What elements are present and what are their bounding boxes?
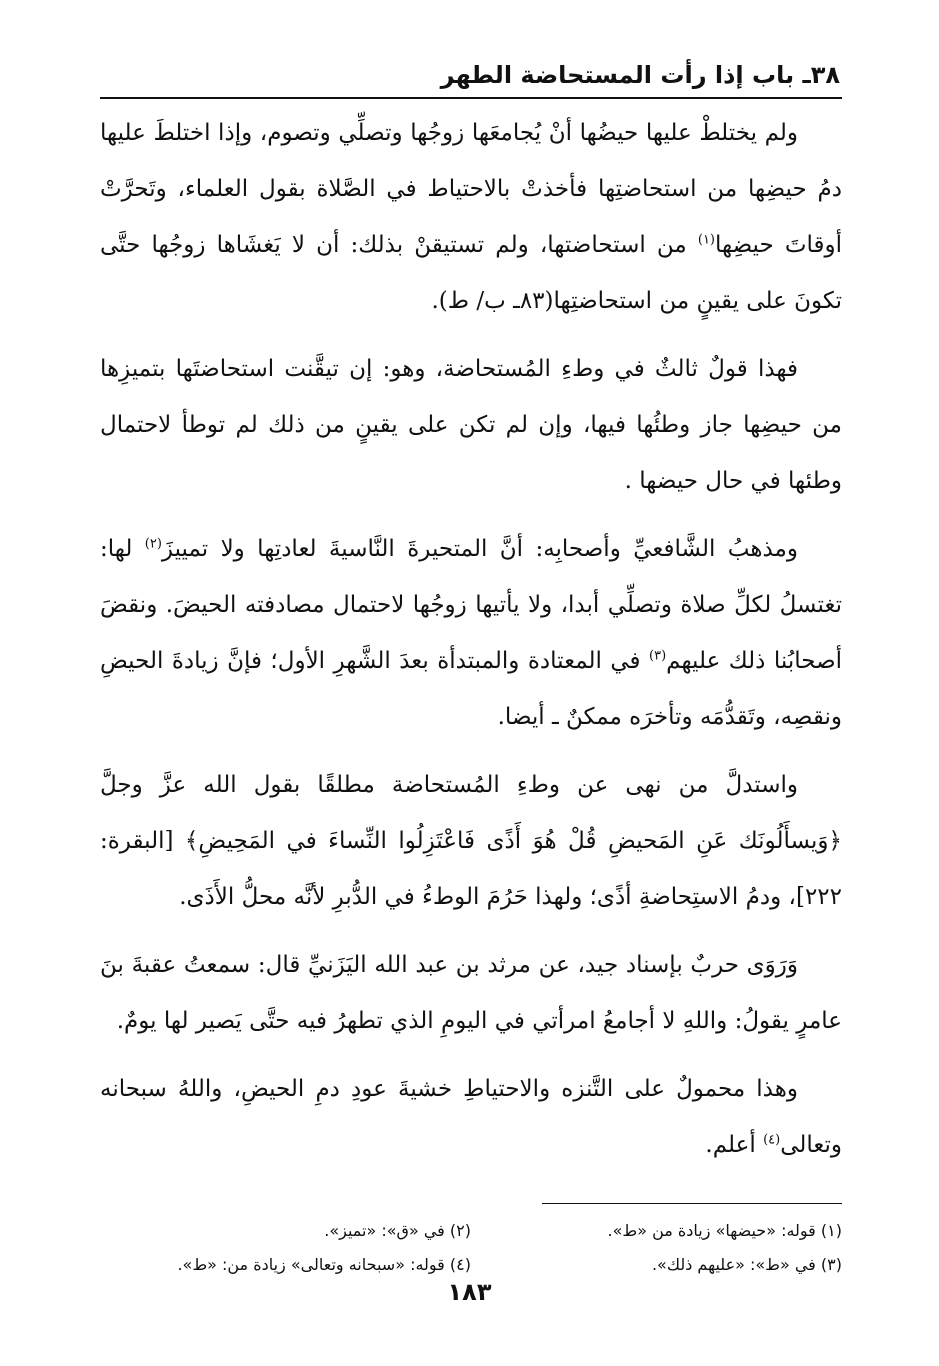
header-rule (100, 97, 842, 99)
page-number: ١٨٣ (447, 1278, 492, 1306)
footnote-rule (542, 1203, 842, 1204)
paragraph-6-text-b: أعلم. (705, 1132, 764, 1158)
footnote-marker-4: (٤) (763, 1132, 781, 1148)
paragraph-3-text-c: في المعتادة والمبتدأة بعدَ الشَّهرِ الأول؛ فإنَّ زيادةَ الحيضِ ونقصِه، وتَقدُّمَه وتأخرَه ممكنٌ ـ أيضا. (100, 648, 842, 730)
paragraph-5 (100, 937, 842, 1049)
paragraph-1-text-b: من استحاضتها، ولم تستيقنْ بذلك: أن لا يَغشَاها زوجُها حتَّى تكونَ على يقينٍ من استحاضتِها(٨٣ـ ب/ ط). (100, 232, 842, 314)
running-head: ٣٨ـ باب إذا رأت المستحاضة الطهر (440, 61, 840, 89)
paragraph-3-text-a: ومذهبُ الشَّافعيِّ وأصحابِه: أنَّ المتحيرةَ النَّاسيةَ لعادتِها ولا تمييزَ (161, 536, 798, 562)
footnote-marker-1: (١) (697, 232, 715, 248)
footnote-2: (٢) في «ق»: «تميز». (324, 1221, 471, 1240)
footnote-marker-2: (٢) (144, 536, 162, 552)
footnote-row-2 (100, 1248, 842, 1282)
paragraph-4-text: واستدلَّ من نهى عن وطءِ المُستحاضة مطلقًا بقول الله عزَّ وجلَّ ﴿وَيسأَلُونَك عَنِ المَحيضِ قُلْ هُوَ أَذًى فَاعْتَزِلُوا النِّساءَ في المَحِيضِ﴾ [البقرة: ٢٢٢]، ودمُ الاستِحاضةِ أذًى؛ ولهذا حَرُمَ الوطءُ في الدُّبرِ لأنَّه محلُّ الأَذَى. (100, 772, 842, 910)
paragraph-1 (100, 105, 842, 329)
footnote-marker-3: (٣) (649, 648, 667, 664)
paragraph-2-text: فهذا قولٌ ثالثٌ في وطءِ المُستحاضة، وهو: إن تيقَّنت استحاضتَها بتميزِها من حيضِها جاز وطئُها فيها، وإن لم تكن على يقينٍ من ذلك لم توطأ لاحتمال وطئها في حال حيضها . (100, 356, 842, 494)
footnote-row-1 (100, 1214, 842, 1248)
main-text (100, 105, 842, 1173)
book-page (100, 55, 842, 1282)
paragraph-1-text-a: ولم يختلطْ عليها حيضُها أنْ يُجامعَها زوجُها وتصلِّي وتصوم، وإذا اختلطَ عليها دمُ حيضِها من استحاضتِها فأخذتْ بالاحتياط في الصَّلاة بقول العلماء، وتَحرَّتْ أوقاتَ حيضِها (100, 120, 842, 258)
footnote-4: (٤) قوله: «سبحانه وتعالى» زيادة من: «ط». (177, 1255, 471, 1274)
paragraph-3 (100, 521, 842, 745)
paragraph-6 (100, 1061, 842, 1173)
paragraph-4 (100, 757, 842, 925)
footnote-3: (٣) في «ط»: «عليهم ذلك». (651, 1255, 842, 1274)
paragraph-6-text-a: وهذا محمولٌ على التَّنزه والاحتياطِ خشيةَ عودِ دمِ الحيضِ، واللهُ سبحانه وتعالى (100, 1076, 842, 1158)
paragraph-2 (100, 341, 842, 509)
paragraph-5-text: وَرَوَى حربٌ بإسناد جيد، عن مرثد بن عبد الله اليَزَنيِّ قال: سمعتُ عقبةَ بنَ عامرٍ يقولُ: واللهِ لا أجامعُ امرأتي في اليومِ الذي تطهرُ فيه حتَّى يَصير لها يومٌ. (100, 952, 842, 1034)
footnotes (100, 1214, 842, 1282)
footnote-1: (١) قوله: «حيضها» زيادة من «ط». (607, 1221, 842, 1240)
paragraph-3-text-b: لها: تغتسلُ لكلِّ صلاة وتصلِّي أبدا، ولا يأتيها زوجُها لاحتمال مصادفته الحيضَ. ونقضَ أصحابُنا ذلك عليهم (100, 536, 843, 674)
